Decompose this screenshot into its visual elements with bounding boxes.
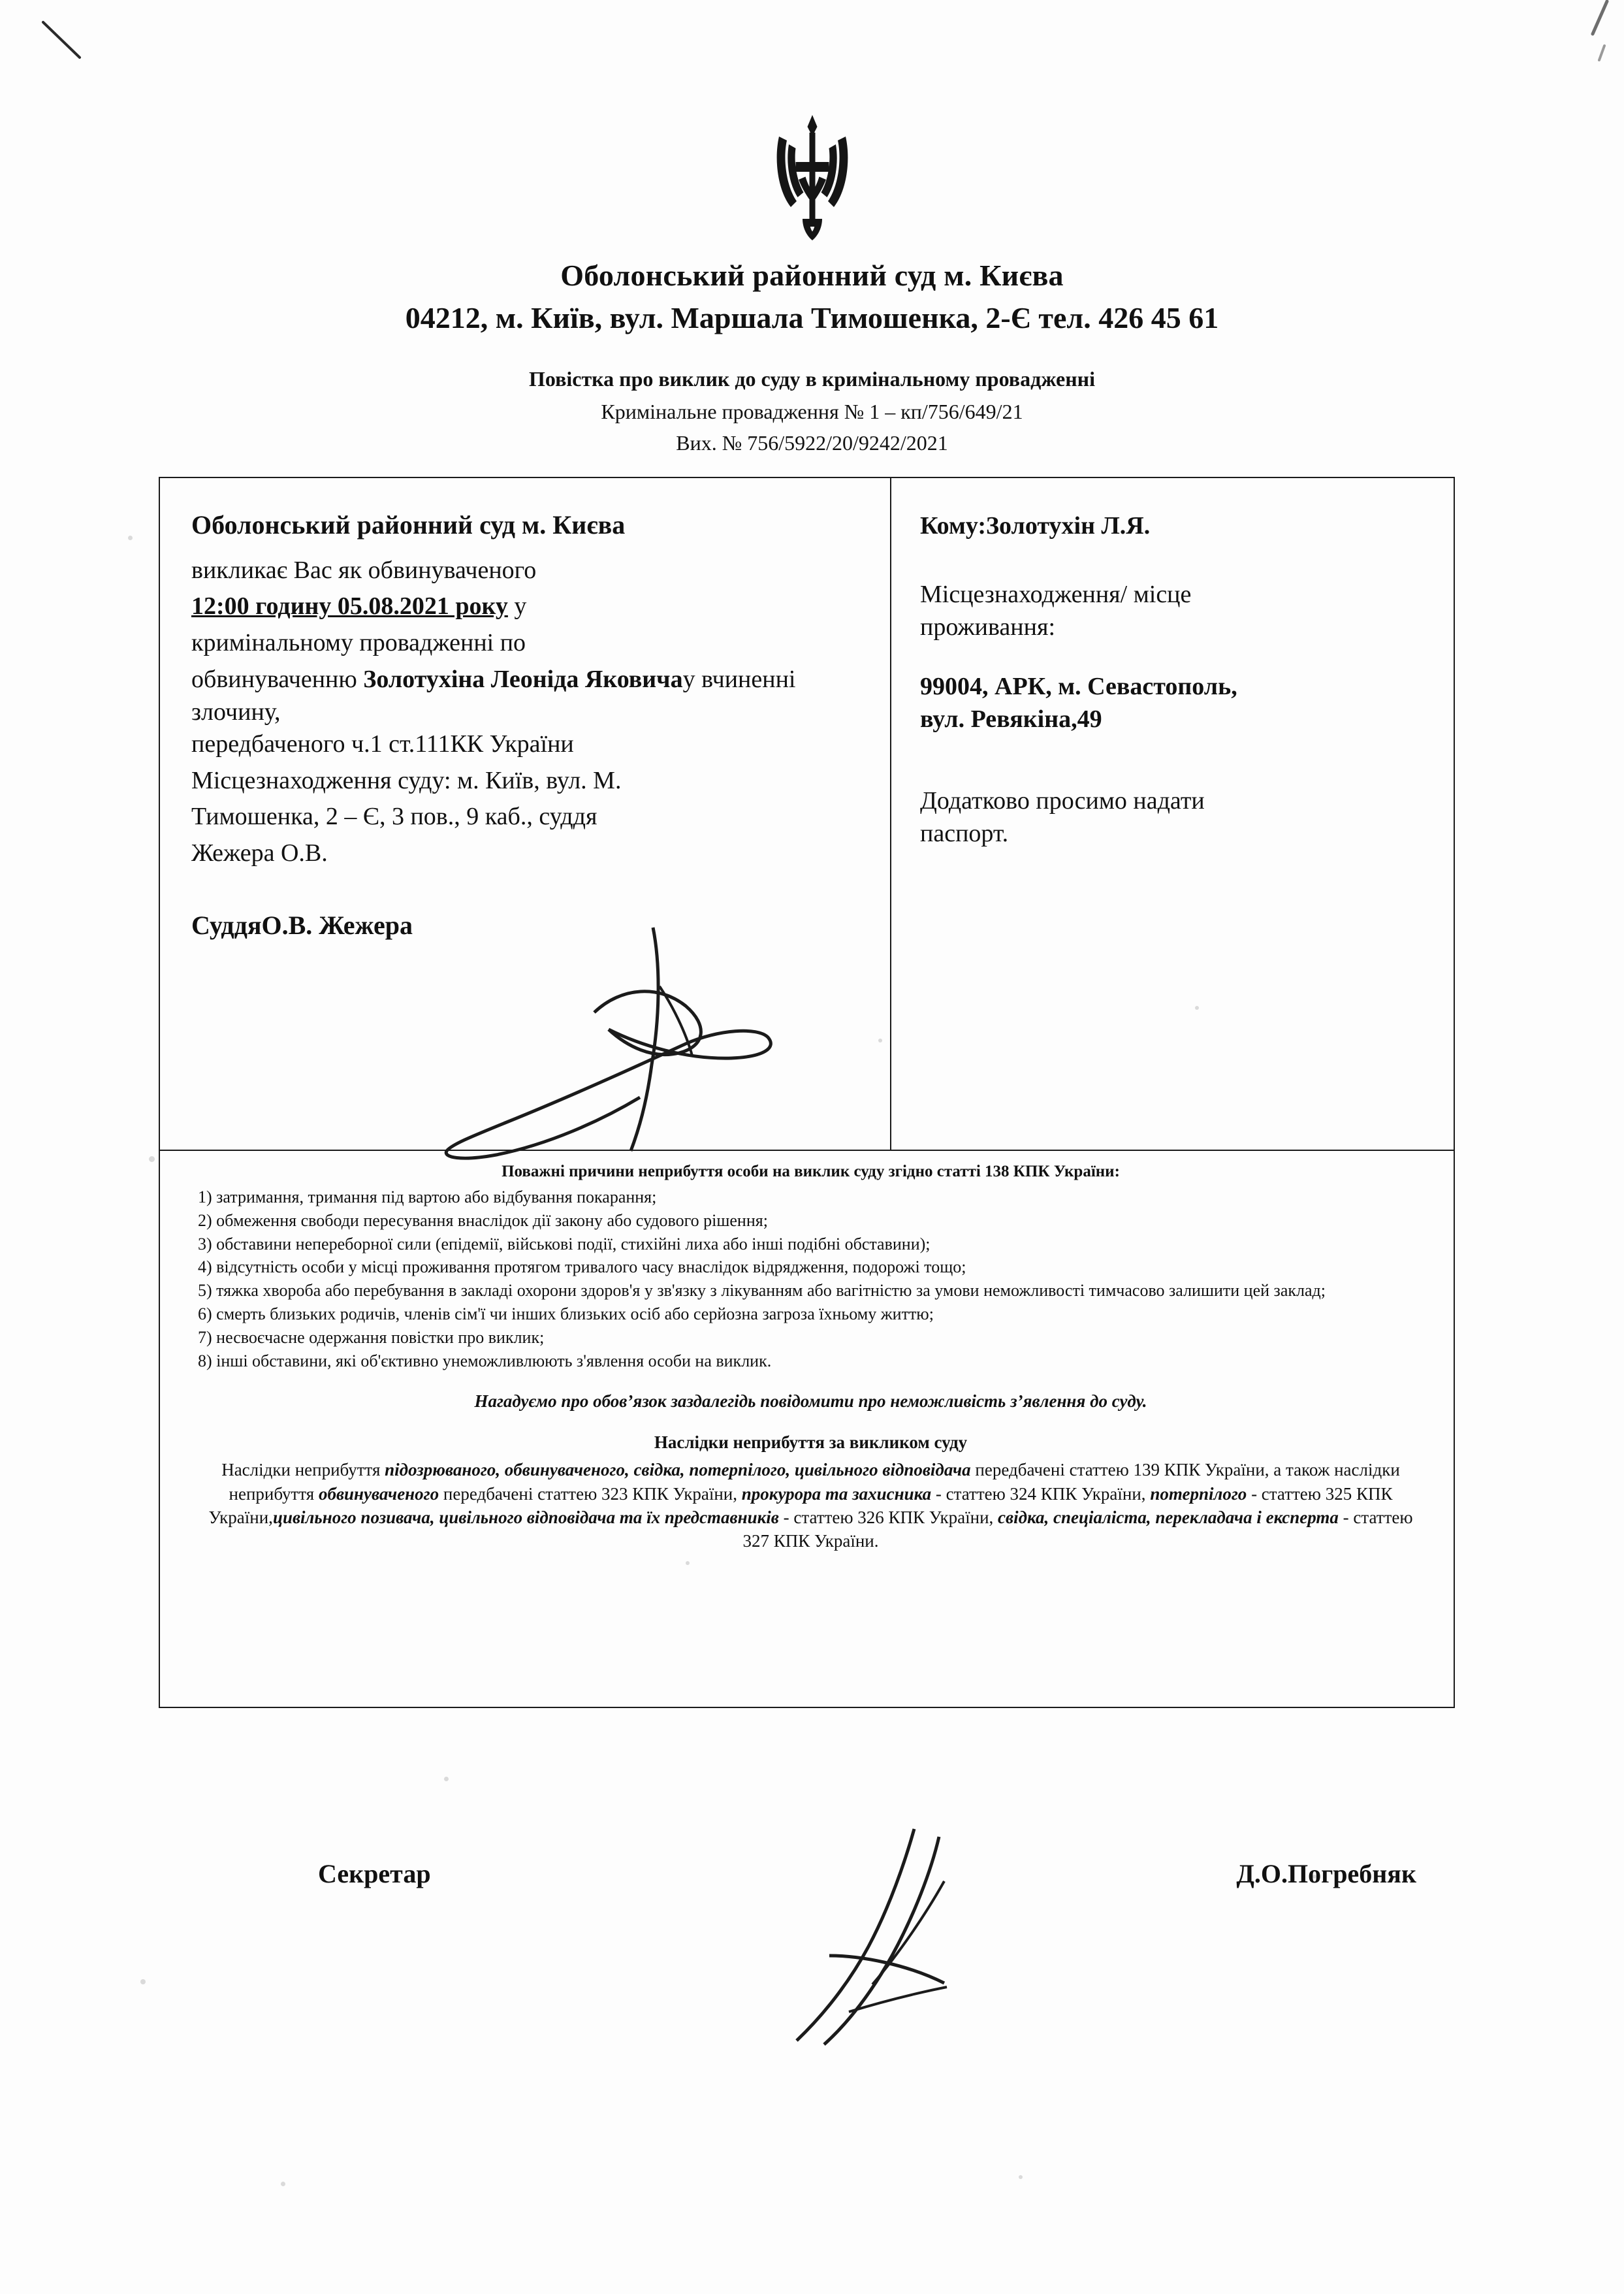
summons-court-location-2: Тимошенка, 2 – Є, 3 пов., 9 каб., суддя	[191, 803, 597, 831]
scan-speck	[1019, 2175, 1023, 2179]
scan-speck	[281, 2182, 285, 2186]
summons-article-line: передбаченого ч.1 ст.111КК України	[191, 730, 574, 758]
consequences-text-1a: Наслідки неприбуття	[221, 1460, 385, 1480]
legal-notes-section	[160, 1151, 1454, 1707]
edge-scan-mark	[1573, 0, 1612, 78]
reason-item: 4) відсутність особи у місці проживання протягом тривалого часу внаслідок відрядження, подорожі тощо;	[198, 1257, 966, 1277]
consequences-text-3b: - статтею 325 КПК України,	[208, 1483, 1393, 1527]
consequences-text-5i: експерта	[1266, 1507, 1339, 1527]
secretary-name: Д.О.Погребняк	[1236, 1859, 1416, 1888]
summons-datetime-row	[191, 590, 868, 622]
summons-accused-block	[191, 663, 868, 728]
summons-frame	[159, 477, 1455, 1708]
consequences-text-3i3: цивільного позивача,	[272, 1507, 435, 1527]
outgoing-number-line: Вих. № 756/5922/20/9242/2021	[676, 431, 948, 455]
scan-speck	[140, 1979, 146, 1984]
summons-accusation-prefix: обвинуваченню	[191, 666, 364, 694]
reason-item: 7) несвоєчасне одержання повістки про виклик;	[198, 1327, 545, 1347]
reason-item: 2) обмеження свободи пересування внаслідок дії закону або судового рішення;	[198, 1210, 768, 1230]
addressee-to-label: Кому:	[920, 512, 986, 540]
addressee-note-1: Додатково просимо надати	[920, 786, 1205, 815]
consequences-body	[198, 1458, 1424, 1553]
court-address: 04212, м. Київ, вул. Маршала Тимошенка, 2-Є тел. 426 45 61	[405, 301, 1219, 334]
scan-speck	[128, 536, 133, 540]
reason-item: 3) обставини непереборної сили (епідемії, військові події, стихійні лиха або інші подібні обставини);	[198, 1234, 931, 1253]
consequences-text-3i2: потерпілого	[1150, 1483, 1247, 1504]
scan-speck	[444, 1777, 449, 1781]
summons-court-name: Оболонський районний суд м. Києва	[191, 510, 626, 540]
consequences-text-4i2: свідка, спеціаліста, перекладача і	[998, 1507, 1262, 1527]
addressee-note-2: паспорт.	[920, 820, 1009, 848]
summons-accusation-suffix: у вчиненні злочину,	[191, 666, 796, 726]
reason-item: 5) тяжка хвороба або перебування в закладі охорони здоров'я у зв'язку з лікуванням або вагітністю за умови неможливості тимчасово залишити цей заклад;	[198, 1281, 1326, 1300]
summons-calls-you: викликає Вас як обвинуваченого	[191, 557, 537, 584]
consequences-title: Наслідки неприбуття за викликом суду	[654, 1432, 968, 1453]
addressee-address-2: вул. Ревякіна,49	[920, 705, 1102, 734]
consequences-text-2a: статтею 139 КПК України, а також наслідки неприбуття	[229, 1460, 1400, 1504]
addressee-address-1: 99004, АРК, м. Севастополь,	[920, 672, 1237, 700]
document-subtitle: Повістка про виклик до суду в кримінальному провадженні	[528, 367, 1095, 391]
summons-accused-name: Золотухіна Леоніда Яковича	[363, 666, 683, 694]
summons-proceeding-line-1: кримінальному провадженні по	[191, 628, 526, 656]
addressee-name: Золотухін Л.Я.	[985, 512, 1151, 540]
court-title: Оболонський районний суд м. Києва	[560, 259, 1064, 292]
corner-pen-mark	[39, 20, 98, 65]
summons-right-cell	[891, 478, 1454, 1150]
consequences-text-1b: передбачені	[970, 1460, 1065, 1480]
summons-datetime: 12:00 годину 05.08.2021 року	[191, 592, 508, 621]
consequences-text-5a: - статтею 327 КПК України.	[742, 1507, 1413, 1551]
judge-signature-label: СуддяО.В. Жежера	[191, 911, 413, 941]
ukraine-trident-emblem	[0, 111, 1624, 251]
secretary-label: Секретар	[318, 1859, 431, 1888]
consequences-text-4a: - статтею 326 КПК України,	[778, 1507, 998, 1527]
summons-datetime-suffix: у	[514, 592, 527, 621]
consequences-text-3i1: прокурора та захисника	[741, 1483, 932, 1504]
reason-item: 8) інші обставини, які об'єктивно унеможливлюють з'явлення особи на виклик.	[198, 1351, 772, 1370]
consequences-text-4i1: цивільного відповідача та їх представників	[439, 1507, 779, 1527]
case-number-line: Кримінальне провадження № 1 – кп/756/649/21	[601, 400, 1023, 423]
valid-reasons-list	[198, 1186, 1424, 1372]
summons-court-location-1: Місцезнаходження суду: м. Київ, вул. М.	[191, 766, 622, 794]
consequences-text-1i: підозрюваного, обвинуваченого, свідка, потерпілого, цивільного відповідача	[385, 1460, 971, 1480]
addressee-location-label-1: Місцезнаходження/ місце	[920, 580, 1192, 608]
addressee-location-label-2: проживання:	[920, 613, 1055, 641]
reminder-note: Нагадуємо про обов’язок заздалегідь повідомити про неможливість з’явлення до суду.	[474, 1391, 1147, 1412]
summons-top-row	[160, 478, 1454, 1151]
consequences-text-3a: - статтею 324 КПК України,	[931, 1483, 1151, 1504]
reason-item: 6) смерть близьких родичів, членів сім'ї чи інших близьких осіб або серйозна загроза їхньому життю;	[198, 1304, 934, 1323]
scan-speck	[149, 1156, 155, 1162]
valid-reasons-title: Поважні причини неприбуття особи на виклик суду згідно статті 138 КПК України:	[502, 1163, 1120, 1180]
addressee-row	[920, 509, 1431, 543]
consequences-text-2b: передбачені статтею 323 КПК України,	[439, 1483, 738, 1504]
secretary-handwritten-signature	[751, 1816, 1025, 2058]
summons-court-location-3: Жежера О.В.	[191, 839, 328, 867]
reason-item: 1) затримання, тримання під вартою або відбування покарання;	[198, 1187, 657, 1206]
consequences-text-2i: обвинуваченого	[318, 1483, 439, 1504]
summons-left-cell	[160, 478, 891, 1150]
